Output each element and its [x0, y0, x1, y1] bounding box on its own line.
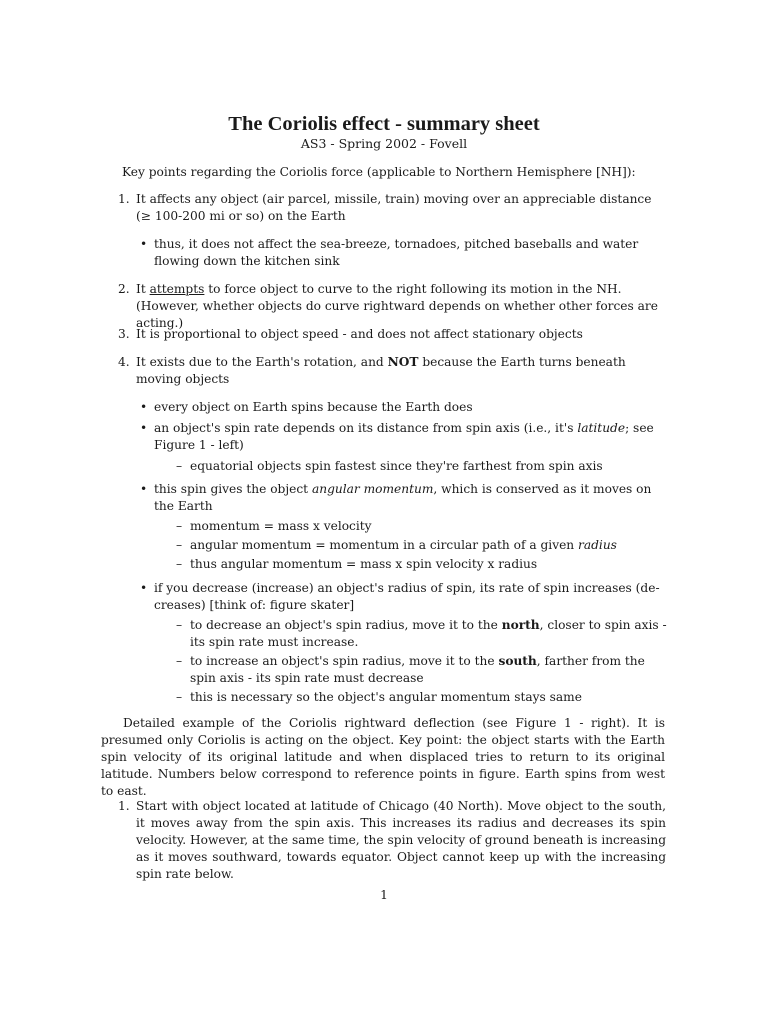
page-number: 1: [380, 888, 388, 902]
list-item: – equatorial objects spin fastest since they're farthest from spin axis: [176, 459, 603, 473]
bold-word: NOT: [387, 355, 419, 369]
bullet-icon: •: [140, 482, 148, 496]
bold-word: north: [501, 618, 540, 632]
dash-icon: –: [176, 519, 183, 533]
key-point-1-text: It affects any object (air parcel, missile, train) moving over an appreciable distance (≥ 100-200 mi or so) on the Earth: [136, 192, 652, 223]
list-item: • every object on Earth spins because the Earth does: [140, 400, 473, 414]
point-4-bullets: [136, 399, 670, 416]
underlined-word: attempts: [149, 282, 205, 296]
dash-icon: –: [176, 690, 183, 704]
dash-icon: –: [176, 459, 183, 473]
dash-icon: –: [176, 538, 183, 552]
bullet-icon: •: [140, 581, 148, 595]
list-item: • an object's spin rate depends on its distance from spin axis (i.e., it's latitude; see Figure 1 - left): [140, 421, 654, 452]
key-point-2: 2. It attempts to force object to curve to the right following its motion in the NH. (However, whether objects do curve rightward depends on whether other forces are acting.): [118, 282, 658, 330]
example-list: [118, 798, 666, 883]
list-item: – thus angular momentum = mass x spin velocity x radius: [176, 557, 538, 571]
page-subtitle: AS3 - Spring 2002 - Fovell: [300, 136, 468, 151]
example-step-1: 1. Start with object located at latitude of Chicago (40 North). Move object to the south, it moves away from the spin axis. This increases its radius and decreases its spin velocity. However, at the same time, the spin velocity of ground beneath is increasing as it moves southward, towards equator. Object cannot keep up with the increasing spin rate below.: [118, 799, 666, 881]
key-point-3: 3. It is proportional to object speed - and does not affect stationary objects: [118, 327, 583, 341]
list-item: – momentum = mass x velocity: [176, 519, 372, 533]
dash-icon: –: [176, 557, 183, 571]
list-item: • this spin gives the object angular momentum, which is conserved as it moves on the Earth: [140, 482, 652, 513]
bullet-icon: •: [140, 421, 148, 435]
list-item: – to decrease an object's spin radius, move it to the north, closer to spin axis - its spin rate must increase.: [176, 618, 667, 649]
list-item: • if you decrease (increase) an object's radius of spin, its rate of spin increases (de-creases) [think of: figure skater]: [140, 581, 660, 612]
bold-word: south: [498, 654, 537, 668]
bullet-icon: •: [140, 237, 148, 251]
bullet-icon: •: [140, 400, 148, 414]
list-item: • thus, it does not affect the sea-breeze, tornadoes, pitched baseballs and water flowing down the kitchen sink: [140, 237, 639, 268]
dash-icon: –: [176, 618, 183, 632]
key-point-4: 4. It exists due to the Earth's rotation, and NOT because the Earth turns beneath moving objects: [118, 355, 626, 386]
point-1-bullets: [136, 236, 670, 270]
key-points-list: [118, 191, 670, 225]
dash-icon: –: [176, 654, 183, 668]
intro-text: Key points regarding the Coriolis force (applicable to Northern Hemisphere [NH]):: [122, 165, 636, 179]
list-item: – to increase an object's spin radius, move it to the south, farther from the spin axis - its spin rate must decrease: [176, 654, 645, 685]
example-paragraph: Detailed example of the Coriolis rightward deflection (see Figure 1 - right). It is presumed only Coriolis is acting on the object. Key point: the object starts with the Earth spin velocity of its original latitude and when displaced tries to return to its original latitude. Numbers below correspond to reference points in figure. Earth spins from west to east.: [101, 716, 665, 798]
list-item: – this is necessary so the object's angular momentum stays same: [176, 690, 582, 704]
page-title: The Coriolis effect - summary sheet: [228, 113, 540, 135]
list-item: – angular momentum = momentum in a circular path of a given radius: [176, 538, 617, 552]
key-point-1: 1. It affects any object (air parcel, missile, train) moving over an appreciable distance (≥ 100-200 mi or so) on the Earth: [118, 192, 652, 223]
